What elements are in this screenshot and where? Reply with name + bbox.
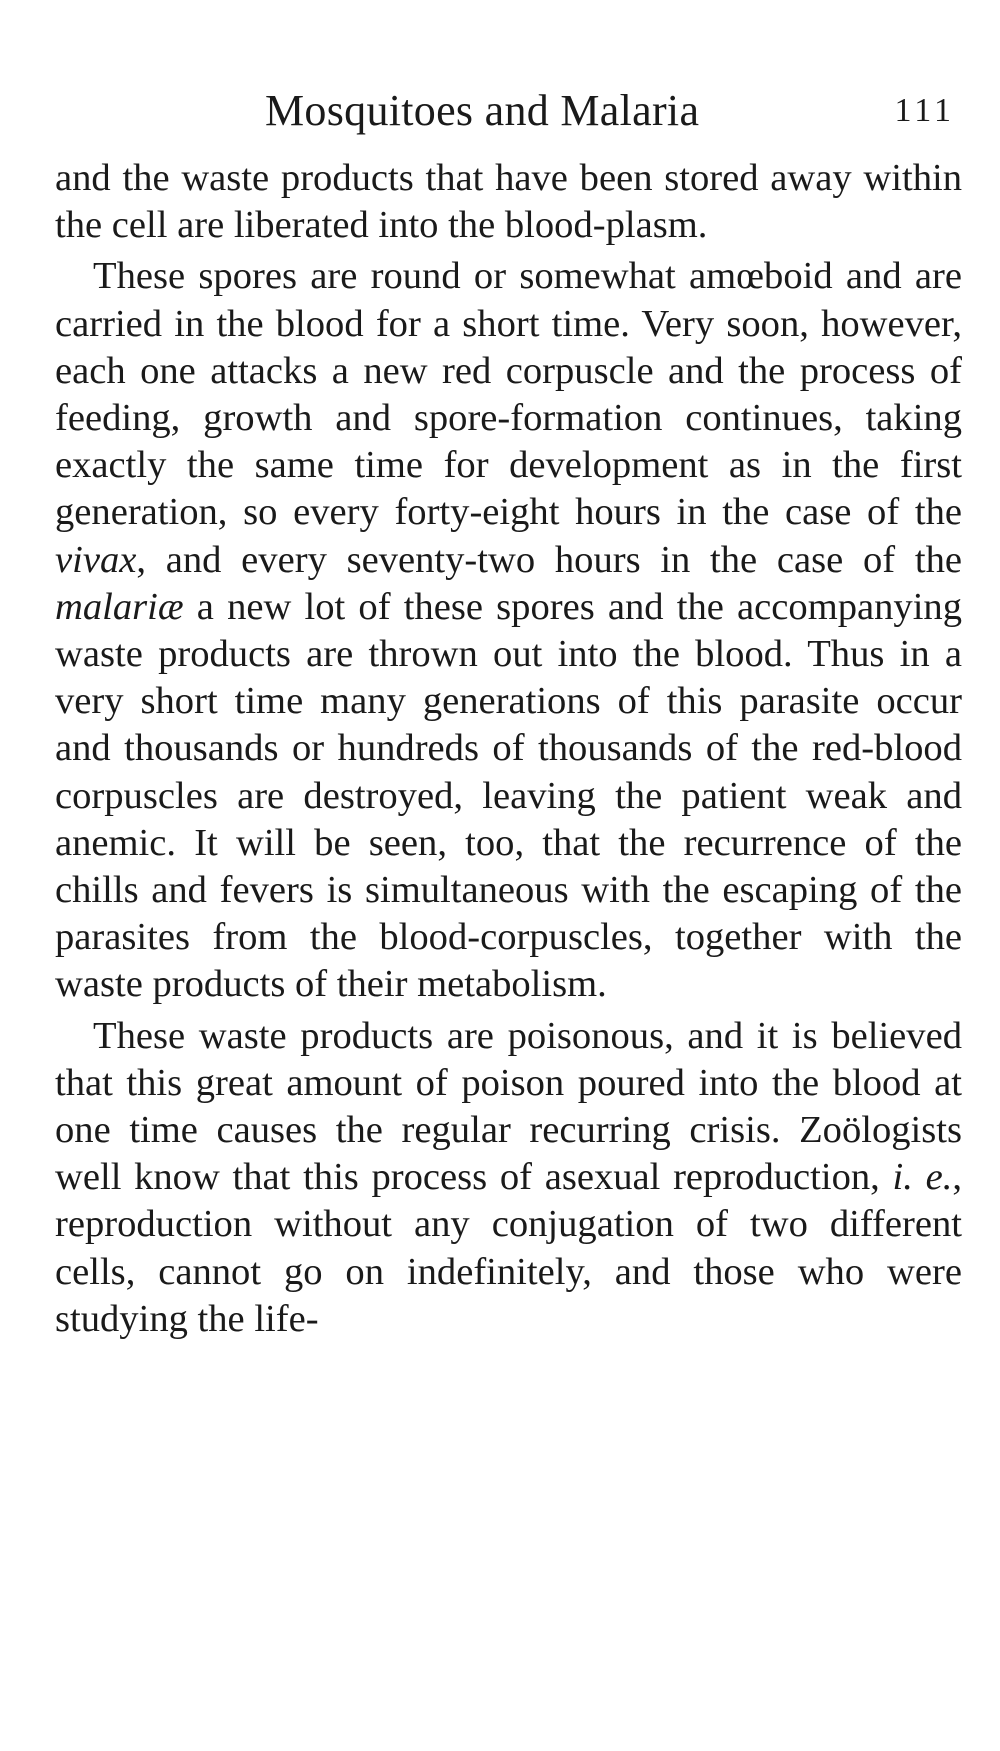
spores-text-middle: , and every seventy-two hours in the case of the bbox=[136, 538, 962, 581]
running-head bbox=[55, 86, 955, 136]
page-number: 111 bbox=[894, 92, 955, 129]
spores-text-start: These spores are round or somewhat amœboid and are carried in the blood for a short time. Very soon, however, each one attacks a new red corpuscle and the process of feeding, growth and spore-formation continues, taking exactly the same time for development as in the first generation, so every forty-eight hours in the case of the bbox=[55, 255, 962, 534]
waste-text-end: , reproduction without any conjugation of two different cells, cannot go on indefinitely, and those who were studying the life- bbox=[55, 1156, 963, 1340]
body-text bbox=[55, 155, 962, 1343]
paragraph-waste-products bbox=[55, 1013, 962, 1343]
running-head-title: Mosquitoes and Malaria bbox=[265, 86, 700, 135]
paragraph-continuation: and the waste products that have been stored away within the cell are liberated into the blood-plasm. bbox=[55, 157, 962, 247]
term-vivax: vivax bbox=[55, 538, 137, 581]
abbreviation-ie: i. e. bbox=[892, 1156, 953, 1199]
term-malariae: malariæ bbox=[55, 585, 184, 628]
paragraph-spores bbox=[55, 253, 962, 1008]
spores-text-end: a new lot of these spores and the accompanying waste products are thrown out into the blood. Thus in a very short time many generations of this parasite occur and thousands or hundreds of thousands of the red-blood corpuscles are destroyed, leaving the patient weak and anemic. It will be seen, too, that the recurrence of the chills and fevers is simultaneous with the escaping of the parasites from the blood-corpuscles, together with the waste products of their metabolism. bbox=[55, 585, 962, 1006]
waste-text-start: These waste products are poisonous, and it is believed that this great amount of poison poured into the blood at one time causes the regular recurring crisis. Zoölogists well know that this process of asexual reproduction, bbox=[55, 1014, 962, 1199]
